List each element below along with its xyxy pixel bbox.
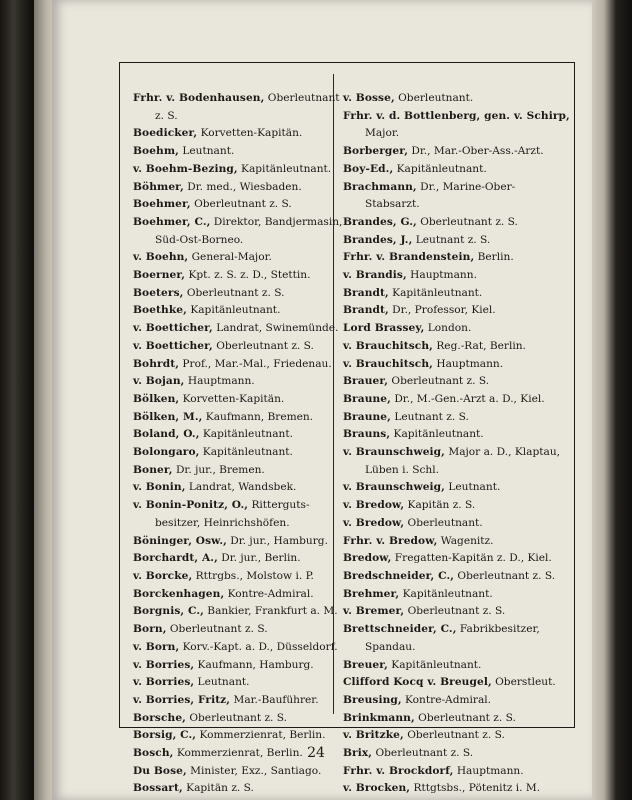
directory-entry — [343, 391, 571, 409]
entry-name: v. Borcke, — [133, 569, 193, 582]
entry-name: Clifford Kocq v. Breugel, — [343, 676, 492, 689]
entry-name: v. Bojan, — [133, 375, 185, 388]
directory-entry — [133, 533, 328, 551]
entry-description: Landrat, Swinemünde. — [216, 322, 339, 335]
entry-description: Dr., Mar.-Ober-Ass.-Arzt. — [411, 145, 544, 158]
entry-name: Lord Brassey, — [343, 322, 425, 335]
directory-entry — [343, 621, 571, 656]
entry-description: Kommerzienrat, Berlin. — [199, 729, 326, 742]
entry-description: Oberleutnant z. S. — [407, 605, 506, 618]
entry-description: Oberleutnant z. S. — [216, 339, 314, 352]
entry-name: v. Bredow, — [343, 516, 405, 529]
entry-name: Bredow, — [343, 552, 392, 565]
entry-name: Frhr. v. Brandenstein, — [343, 251, 475, 264]
entry-name: Boy-Ed., — [343, 162, 394, 175]
entry-name: Borgnis, C., — [133, 605, 204, 618]
entry-description: Dr. jur., Bremen. — [175, 463, 265, 476]
entry-name: Braune, — [343, 392, 391, 405]
entry-name: Boehmer, C., — [133, 215, 211, 228]
entry-name: Bohrdt, — [133, 357, 179, 370]
entry-description: Oberleutnant z. S. — [189, 711, 288, 724]
directory-entry — [133, 426, 328, 444]
entry-description: Leutnant. — [448, 481, 501, 494]
entry-description: Kapitänleutnant. — [402, 587, 493, 600]
directory-entry — [343, 727, 571, 745]
page-number: 24 — [307, 745, 325, 761]
entry-description: Oberstleut. — [495, 676, 556, 689]
entry-continuation: besitzer, Heinrichshöfen. — [155, 516, 290, 529]
directory-entry — [343, 674, 571, 692]
entry-name: Brauer, — [343, 375, 389, 388]
directory-entry — [133, 356, 332, 374]
directory-entry — [343, 603, 571, 621]
directory-entry — [343, 780, 571, 798]
directory-entry — [133, 338, 328, 356]
entry-name: Breusing, — [343, 693, 402, 706]
entry-name: v. Borries, — [133, 676, 195, 689]
entry-name: Brettschneider, C., — [343, 623, 457, 636]
entry-name: v. Brauchitsch, — [343, 339, 433, 352]
entry-description: Kapitänleutnant. — [392, 286, 483, 299]
entry-name: Borsche, — [133, 711, 186, 724]
entry-name: v. Boehn, — [133, 251, 189, 264]
entry-name: Bredschneider, C., — [343, 569, 455, 582]
directory-entry — [133, 373, 328, 391]
entry-name: Bosch, — [133, 747, 174, 760]
entry-name: Boedicker, — [133, 127, 198, 140]
directory-entry — [133, 586, 328, 604]
directory-entry — [343, 232, 571, 250]
entry-continuation: z. S. — [155, 109, 178, 122]
directory-entry — [133, 727, 328, 745]
directory-entry — [343, 356, 571, 374]
entry-name: Borberger, — [343, 145, 408, 158]
directory-entry — [343, 320, 571, 338]
directory-entry — [133, 674, 328, 692]
entry-name: v. Braunschweig, — [343, 446, 445, 459]
directory-entry — [343, 550, 571, 568]
directory-entry — [343, 161, 571, 179]
directory-entry — [343, 515, 571, 533]
entry-description: Bankier, Frankfurt a. M. — [207, 605, 338, 618]
directory-entry — [343, 90, 571, 108]
entry-description: Dr. jur., Hamburg. — [230, 534, 328, 547]
entry-description: Dr. med., Wiesbaden. — [187, 180, 302, 193]
entry-name: Boeters, — [133, 286, 184, 299]
directory-entry — [133, 621, 328, 639]
entry-description: Oberleutnant z. S. — [391, 375, 490, 388]
directory-entry — [343, 373, 571, 391]
directory-entry — [343, 426, 571, 444]
entry-name: v. Bosse, — [343, 92, 395, 104]
entry-description: Kapitän z. S. — [186, 782, 254, 795]
entry-description: Oberleutnant z. S. — [186, 286, 285, 299]
directory-entry — [133, 125, 328, 143]
entry-description: Kapitänleutnant. — [393, 428, 484, 441]
entry-description: Dr., Professor, Kiel. — [392, 304, 496, 317]
entry-continuation: Spandau. — [365, 640, 416, 653]
directory-entry — [343, 285, 571, 303]
entry-description: Hauptmann. — [456, 764, 524, 777]
entry-description: Kapitänleutnant. — [202, 446, 293, 459]
entry-description: Kontre-Admiral. — [227, 587, 314, 600]
entry-description: Leutnant z. S. — [415, 233, 491, 246]
directory-entry — [343, 657, 571, 675]
entry-name: v. Bonin, — [133, 481, 186, 494]
entry-continuation: Major. — [365, 127, 400, 140]
entry-description: Minister, Exz., Santiago. — [190, 764, 322, 777]
entry-name: v. Bredow, — [343, 499, 405, 512]
directory-entry — [133, 196, 328, 214]
directory-entry — [133, 214, 343, 249]
entry-name: Boner, — [133, 463, 173, 476]
entry-name: Boerner, — [133, 269, 186, 282]
directory-entry — [133, 763, 328, 781]
directory-entry — [133, 444, 328, 462]
entry-description: Prof., Mar.-Mal., Friedenau. — [182, 357, 332, 370]
entry-description: Oberleutnant z. S. — [407, 729, 505, 742]
entry-name: v. Borries, — [133, 658, 195, 671]
book-binding — [0, 0, 34, 800]
directory-entry — [343, 338, 571, 356]
entry-name: Brachmann, — [343, 180, 417, 193]
entry-name: v. Brauchitsch, — [343, 357, 433, 370]
entry-name: v. Britzke, — [343, 729, 404, 742]
entry-description: Leutnant. — [182, 145, 235, 158]
entry-description: Korvetten-Kapitän. — [200, 127, 303, 140]
entry-name: Bölken, M., — [133, 410, 203, 423]
entry-name: Brehmer, — [343, 587, 400, 600]
left-column — [133, 90, 343, 798]
directory-entry — [133, 161, 332, 179]
directory-entry — [133, 603, 338, 621]
directory-entry — [343, 249, 571, 267]
entry-name: Brandes, G., — [343, 215, 417, 228]
entry-description: Oberleutnant — [267, 92, 340, 104]
entry-name: Böninger, Osw., — [133, 534, 227, 547]
entry-name: v. Brocken, — [343, 782, 411, 795]
directory-entry — [133, 479, 328, 497]
directory-entry — [133, 710, 328, 728]
entry-description: Kapitän z. S. — [407, 499, 476, 512]
directory-entry — [343, 444, 571, 479]
entry-description: Leutnant. — [197, 676, 250, 689]
entry-description: Rttrgbs., Molstow i. P. — [195, 569, 314, 582]
entry-name: v. Born, — [133, 640, 180, 653]
directory-entry — [133, 90, 340, 125]
directory-entry — [343, 497, 571, 515]
directory-entry — [343, 763, 571, 781]
directory-entry — [133, 409, 328, 427]
directory-entry — [343, 586, 571, 604]
directory-entry — [133, 179, 328, 197]
entry-description: London. — [427, 322, 472, 335]
entry-name: Boethke, — [133, 304, 187, 317]
entry-name: Brandt, — [343, 286, 389, 299]
entry-name: Brinkmann, — [343, 711, 415, 724]
entry-name: Brauns, — [343, 428, 391, 441]
entry-description: Oberleutnant. — [398, 92, 474, 104]
directory-entry — [133, 302, 328, 320]
column-divider — [333, 74, 334, 714]
entry-description: Kaufmann, Bremen. — [205, 410, 314, 423]
entry-name: v. Bonin-Ponitz, O., — [133, 499, 249, 512]
entry-name: Born, — [133, 623, 167, 636]
entry-description: Korv.-Kapt. a. D., Düsseldorf. — [182, 640, 338, 653]
directory-entry — [343, 479, 571, 497]
directory-entry — [133, 391, 328, 409]
directory-entry — [133, 285, 328, 303]
entry-description: Kapitänleutnant. — [391, 658, 482, 671]
entry-name: Böhmer, — [133, 180, 184, 193]
entry-description: Hauptmann. — [436, 357, 504, 370]
directory-entry — [133, 143, 328, 161]
entry-name: Boehmer, — [133, 198, 191, 211]
entry-name: v. Borries, Fritz, — [133, 693, 231, 706]
entry-description: General-Major. — [191, 251, 272, 264]
entry-description: Korvetten-Kapitän. — [182, 392, 285, 405]
entry-name: v. Boehm-Bezing, — [133, 162, 238, 175]
entry-description: Dr. jur., Berlin. — [221, 552, 301, 565]
entry-name: Frhr. v. Brockdorf, — [343, 764, 454, 777]
entry-name: Breuer, — [343, 658, 388, 671]
entry-description: Direktor, Bandjermasin, — [213, 215, 343, 228]
entry-continuation: Süd-Ost-Borneo. — [155, 233, 244, 246]
entry-name: Boland, O., — [133, 428, 200, 441]
entry-description: Wagenitz. — [440, 534, 494, 547]
entry-name: Boehm, — [133, 145, 179, 158]
directory-entry — [343, 143, 571, 161]
entry-description: Landrat, Wandsbek. — [188, 481, 297, 494]
entry-description: Major a. D., Klaptau, — [448, 446, 561, 459]
entry-name: Brix, — [343, 747, 373, 760]
entry-name: Borckenhagen, — [133, 587, 225, 600]
directory-entry — [133, 249, 328, 267]
directory-entry — [133, 780, 328, 798]
entry-name: Braune, — [343, 410, 391, 423]
entry-description: Kommerzienrat, Berlin. — [176, 747, 303, 760]
entry-name: Du Bose, — [133, 764, 187, 777]
entry-description: Kapitänleutnant. — [396, 162, 487, 175]
entry-continuation: Stabsarzt. — [365, 198, 420, 211]
directory-entry — [343, 214, 571, 232]
entry-description: Hauptmann. — [187, 375, 255, 388]
entry-description: Kontre-Admiral. — [405, 693, 492, 706]
directory-entry — [133, 462, 328, 480]
entry-description: Mar.-Bauführer. — [233, 693, 319, 706]
entry-description: Dr., M.-Gen.-Arzt a. D., Kiel. — [394, 392, 545, 405]
entry-name: v. Braunschweig, — [343, 481, 445, 494]
entry-name: Frhr. v. d. Bottlenberg, gen. v. Schirp, — [343, 109, 570, 122]
entry-name: v. Boetticher, — [133, 339, 213, 352]
entry-name: v. Brandis, — [343, 269, 407, 282]
entry-description: Rttgtsbs., Pötenitz i. M. — [413, 782, 541, 795]
right-column — [343, 90, 571, 798]
entry-description: Kapitänleutnant. — [190, 304, 281, 317]
directory-entry — [343, 108, 571, 143]
entry-name: Frhr. v. Bredow, — [343, 534, 438, 547]
entry-description: Kpt. z. S. z. D., Stettin. — [188, 269, 311, 282]
entry-description: Oberleutnant z. S. — [194, 198, 292, 211]
entry-description: Berlin. — [477, 251, 514, 264]
entry-name: Borsig, C., — [133, 729, 197, 742]
entry-description: Dr., Marine-Ober- — [420, 180, 516, 193]
directory-entry — [133, 568, 328, 586]
entry-description: Leutnant z. S. — [394, 410, 469, 423]
directory-entry — [133, 267, 328, 285]
entry-continuation: Lüben i. Schl. — [365, 463, 439, 476]
entry-name: v. Bremer, — [343, 605, 405, 618]
directory-entry — [343, 568, 571, 586]
directory-entry — [133, 657, 328, 675]
entry-description: Kapitänleutnant. — [241, 162, 332, 175]
page-edge — [592, 0, 632, 800]
entry-name: Bolongaro, — [133, 446, 200, 459]
directory-entry — [343, 692, 571, 710]
directory-entry — [343, 710, 571, 728]
directory-entry — [133, 639, 338, 657]
entry-description: Kapitänleutnant. — [202, 428, 293, 441]
entry-description: Fabrikbesitzer, — [459, 623, 540, 636]
entry-name: v. Boetticher, — [133, 322, 213, 335]
entry-description: Oberleutnant. — [407, 516, 483, 529]
entry-description: Kaufmann, Hamburg. — [197, 658, 314, 671]
directory-entry — [133, 550, 328, 568]
entry-description: Ritterguts- — [251, 499, 310, 512]
directory-entry — [133, 320, 339, 338]
directory-entry — [343, 179, 571, 214]
entry-description: Oberleutnant z. S. — [420, 215, 518, 228]
entry-name: Brandes, J., — [343, 233, 413, 246]
entry-name: Bossart, — [133, 782, 183, 795]
entry-name: Frhr. v. Bodenhausen, — [133, 92, 265, 104]
entry-description: Oberleutnant z. S. — [169, 623, 268, 636]
entry-name: Brandt, — [343, 304, 389, 317]
entry-description: Hauptmann. — [410, 269, 477, 282]
entry-name: Bölken, — [133, 392, 180, 405]
entry-name: Borchardt, A., — [133, 552, 218, 565]
entry-description: Fregatten-Kapitän z. D., Kiel. — [394, 552, 552, 565]
entry-description: Reg.-Rat, Berlin. — [436, 339, 526, 352]
directory-entry — [133, 692, 328, 710]
directory-entry — [343, 533, 571, 551]
entry-description: Oberleutnant z. S. — [375, 747, 474, 760]
entry-description: Oberleutnant z. S. — [457, 569, 556, 582]
directory-entry — [133, 497, 328, 532]
entry-description: Oberleutnant z. S. — [418, 711, 516, 724]
directory-entry — [343, 302, 571, 320]
directory-entry — [343, 267, 571, 285]
directory-entry — [343, 409, 571, 427]
